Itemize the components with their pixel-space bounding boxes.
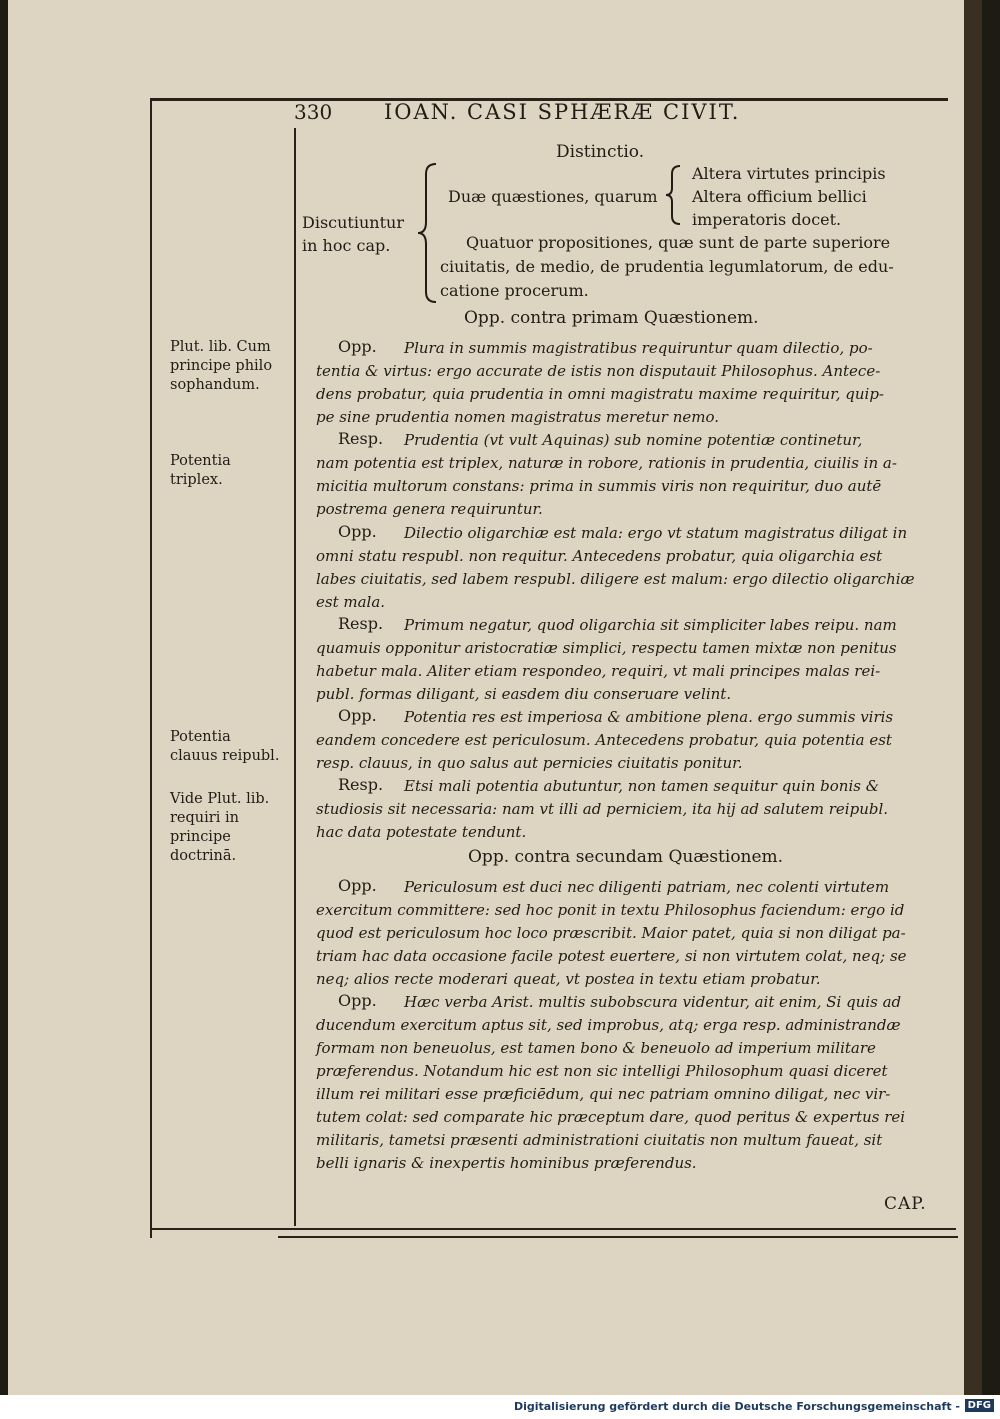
distinctio-label-2: in hoc cap. xyxy=(302,236,391,255)
body-line: hac data potestate tendunt. xyxy=(316,823,527,841)
body-line: formam non beneuolus, est tamen bono & beneuolo ad imperium militare xyxy=(316,1039,876,1057)
paragraph-label: Resp. xyxy=(338,429,384,448)
body-line: exercitum committere: sed hoc ponit in textu Philosophus faciendum: ergo id xyxy=(316,901,905,919)
inner-brace xyxy=(664,164,684,226)
distinctio-sub-item-1: Altera virtutes principis xyxy=(692,164,886,183)
body-line: Prudentia (vt vult Aquinas) sub nomine potentiæ continetur, xyxy=(404,431,863,449)
body-line: habetur mala. Aliter etiam respondeo, requiri, vt mali principes malas rei- xyxy=(316,662,881,680)
paragraph-label: Opp. xyxy=(338,991,377,1010)
body-line: tutem colat: sed comparate hic præceptum dare, quod peritus & expertus rei xyxy=(316,1108,906,1126)
paragraph-label: Resp. xyxy=(338,614,384,633)
margin-note: Plut. lib. Cum principe philo sophandum. xyxy=(170,339,273,393)
book-page xyxy=(8,0,982,1395)
body-line: Primum negatur, quod oligarchia sit simpliciter labes reipu. nam xyxy=(404,616,897,634)
body-line: Dilectio oligarchiæ est mala: ergo vt statum magistratus diligat in xyxy=(404,524,908,542)
paragraph-label: Opp. xyxy=(338,706,377,725)
distinctio-sub-item-2: Altera officium bellici xyxy=(692,187,867,206)
distinctio-title: Distinctio. xyxy=(556,142,645,162)
outer-brace xyxy=(416,162,440,304)
distinctio-first-item: Duæ quæstiones, quarum xyxy=(448,187,658,206)
body-line: ducendum exercitum aptus sit, sed improbus, atq; erga resp. administrandæ xyxy=(316,1016,901,1034)
margin-note: Potentia clauus reipubl. xyxy=(170,729,280,764)
body-line: postrema genera requiruntur. xyxy=(316,500,543,518)
margin-note: Potentia triplex. xyxy=(170,453,231,488)
body-line: militaris, tametsi præsenti administrationi ciuitatis non multum faueat, sit xyxy=(316,1131,883,1149)
bottom-rule xyxy=(150,1228,956,1230)
body-line: Hæc verba Arist. multis subobscura videntur, ait enim, Si quis ad xyxy=(404,993,902,1011)
distinctio-label-1: Discutiuntur xyxy=(302,213,404,232)
body-line: triam hac data occasione facile potest euertere, si non virtutem colat, neq; se xyxy=(316,947,907,965)
body-line: præferendus. Notandum hic est non sic intelligi Philosophum quasi diceret xyxy=(316,1062,888,1080)
distinctio-second-item-2: ciuitatis, de medio, de prudentia legumlatorum, de edu- xyxy=(440,257,894,276)
bottom-rule-2 xyxy=(278,1236,958,1238)
body-line: dens probatur, quia prudentia in omni magistratu maxime requiritur, quip- xyxy=(316,385,884,403)
left-rule xyxy=(150,98,152,1238)
distinctio-sub-item-3: imperatoris docet. xyxy=(692,210,842,229)
catchword: CAP. xyxy=(884,1194,927,1214)
paragraph-label: Resp. xyxy=(338,775,384,794)
body-line: eandem concedere est periculosum. Antecedens probatur, quia potentia est xyxy=(316,731,892,749)
margin-note: Vide Plut. lib. requiri in principe doctrinā. xyxy=(170,791,270,864)
body-line: nam potentia est triplex, naturæ in robore, rationis in prudentia, ciuilis in a- xyxy=(316,454,897,472)
body-line: Periculosum est duci nec diligenti patriam, nec colenti virtutem xyxy=(404,878,890,896)
body-line: quamuis opponitur aristocratiæ simplici, respectu tamen mixtæ non penitus xyxy=(316,639,897,657)
body-line: illum rei militari esse præficiēdum, qui nec patriam omnino diligat, nec vir- xyxy=(316,1085,891,1103)
body-line: belli ignaris & inexpertis hominibus præferendus. xyxy=(316,1154,697,1172)
body-line: quod est periculosum hoc loco præscribit. Maior patet, quia si non diligat pa- xyxy=(316,924,906,942)
body-line: studiosis sit necessaria: nam vt illi ad perniciem, ita hij ad salutem reipubl. xyxy=(316,800,889,818)
distinctio-second-item-1: Quatuor propositiones, quæ sunt de parte superiore xyxy=(466,233,891,252)
body-line: pe sine prudentia nomen magistratus meretur nemo. xyxy=(316,408,720,426)
paragraph-label: Opp. xyxy=(338,876,377,895)
body-line: labes ciuitatis, sed labem respubl. diligere est malum: ergo dilectio oligarchiæ xyxy=(316,570,915,588)
body-line: neq; alios recte moderari queat, vt postea in textu etiam probatur. xyxy=(316,970,821,988)
body-line: Etsi mali potentia abutuntur, non tamen sequitur quin bonis & xyxy=(404,777,880,795)
page-number: 330 xyxy=(294,100,333,124)
body-line: tentia & virtus: ergo accurate de istis non disputauit Philosophus. Antece- xyxy=(316,362,881,380)
body-line: omni statu respubl. non requitur. Antecedens probatur, quia oligarchia est xyxy=(316,547,883,565)
body-line: resp. clauus, in quo salus aut pernicies ciuitatis ponitur. xyxy=(316,754,743,772)
body-line: Potentia res est imperiosa & ambitione plena. ergo summis viris xyxy=(404,708,894,726)
section-heading-1: Opp. contra primam Quæstionem. xyxy=(464,308,759,328)
body-line: micitia multorum constans: prima in summis viris non requiritur, duo autē xyxy=(316,477,882,495)
body-line: est mala. xyxy=(316,593,386,611)
running-title: IOAN. CASI SPHÆRÆ CIVIT. xyxy=(384,100,741,124)
footer-credit: Digitalisierung gefördert durch die Deutsche Forschungsgemeinschaft - xyxy=(513,1400,960,1413)
dfg-logo: DFG xyxy=(965,1399,994,1412)
body-line: publ. formas diligant, si easdem diu conseruare velint. xyxy=(316,685,732,703)
footer-bar xyxy=(0,1395,1000,1419)
body-line: Plura in summis magistratibus requiruntur quam dilectio, po- xyxy=(404,339,873,357)
distinctio-second-item-3: catione procerum. xyxy=(440,281,589,300)
margin-divider xyxy=(294,128,296,1226)
page-gutter xyxy=(964,0,982,1395)
paragraph-label: Opp. xyxy=(338,522,377,541)
section-heading-2: Opp. contra secundam Quæstionem. xyxy=(468,847,784,867)
paragraph-label: Opp. xyxy=(338,337,377,356)
